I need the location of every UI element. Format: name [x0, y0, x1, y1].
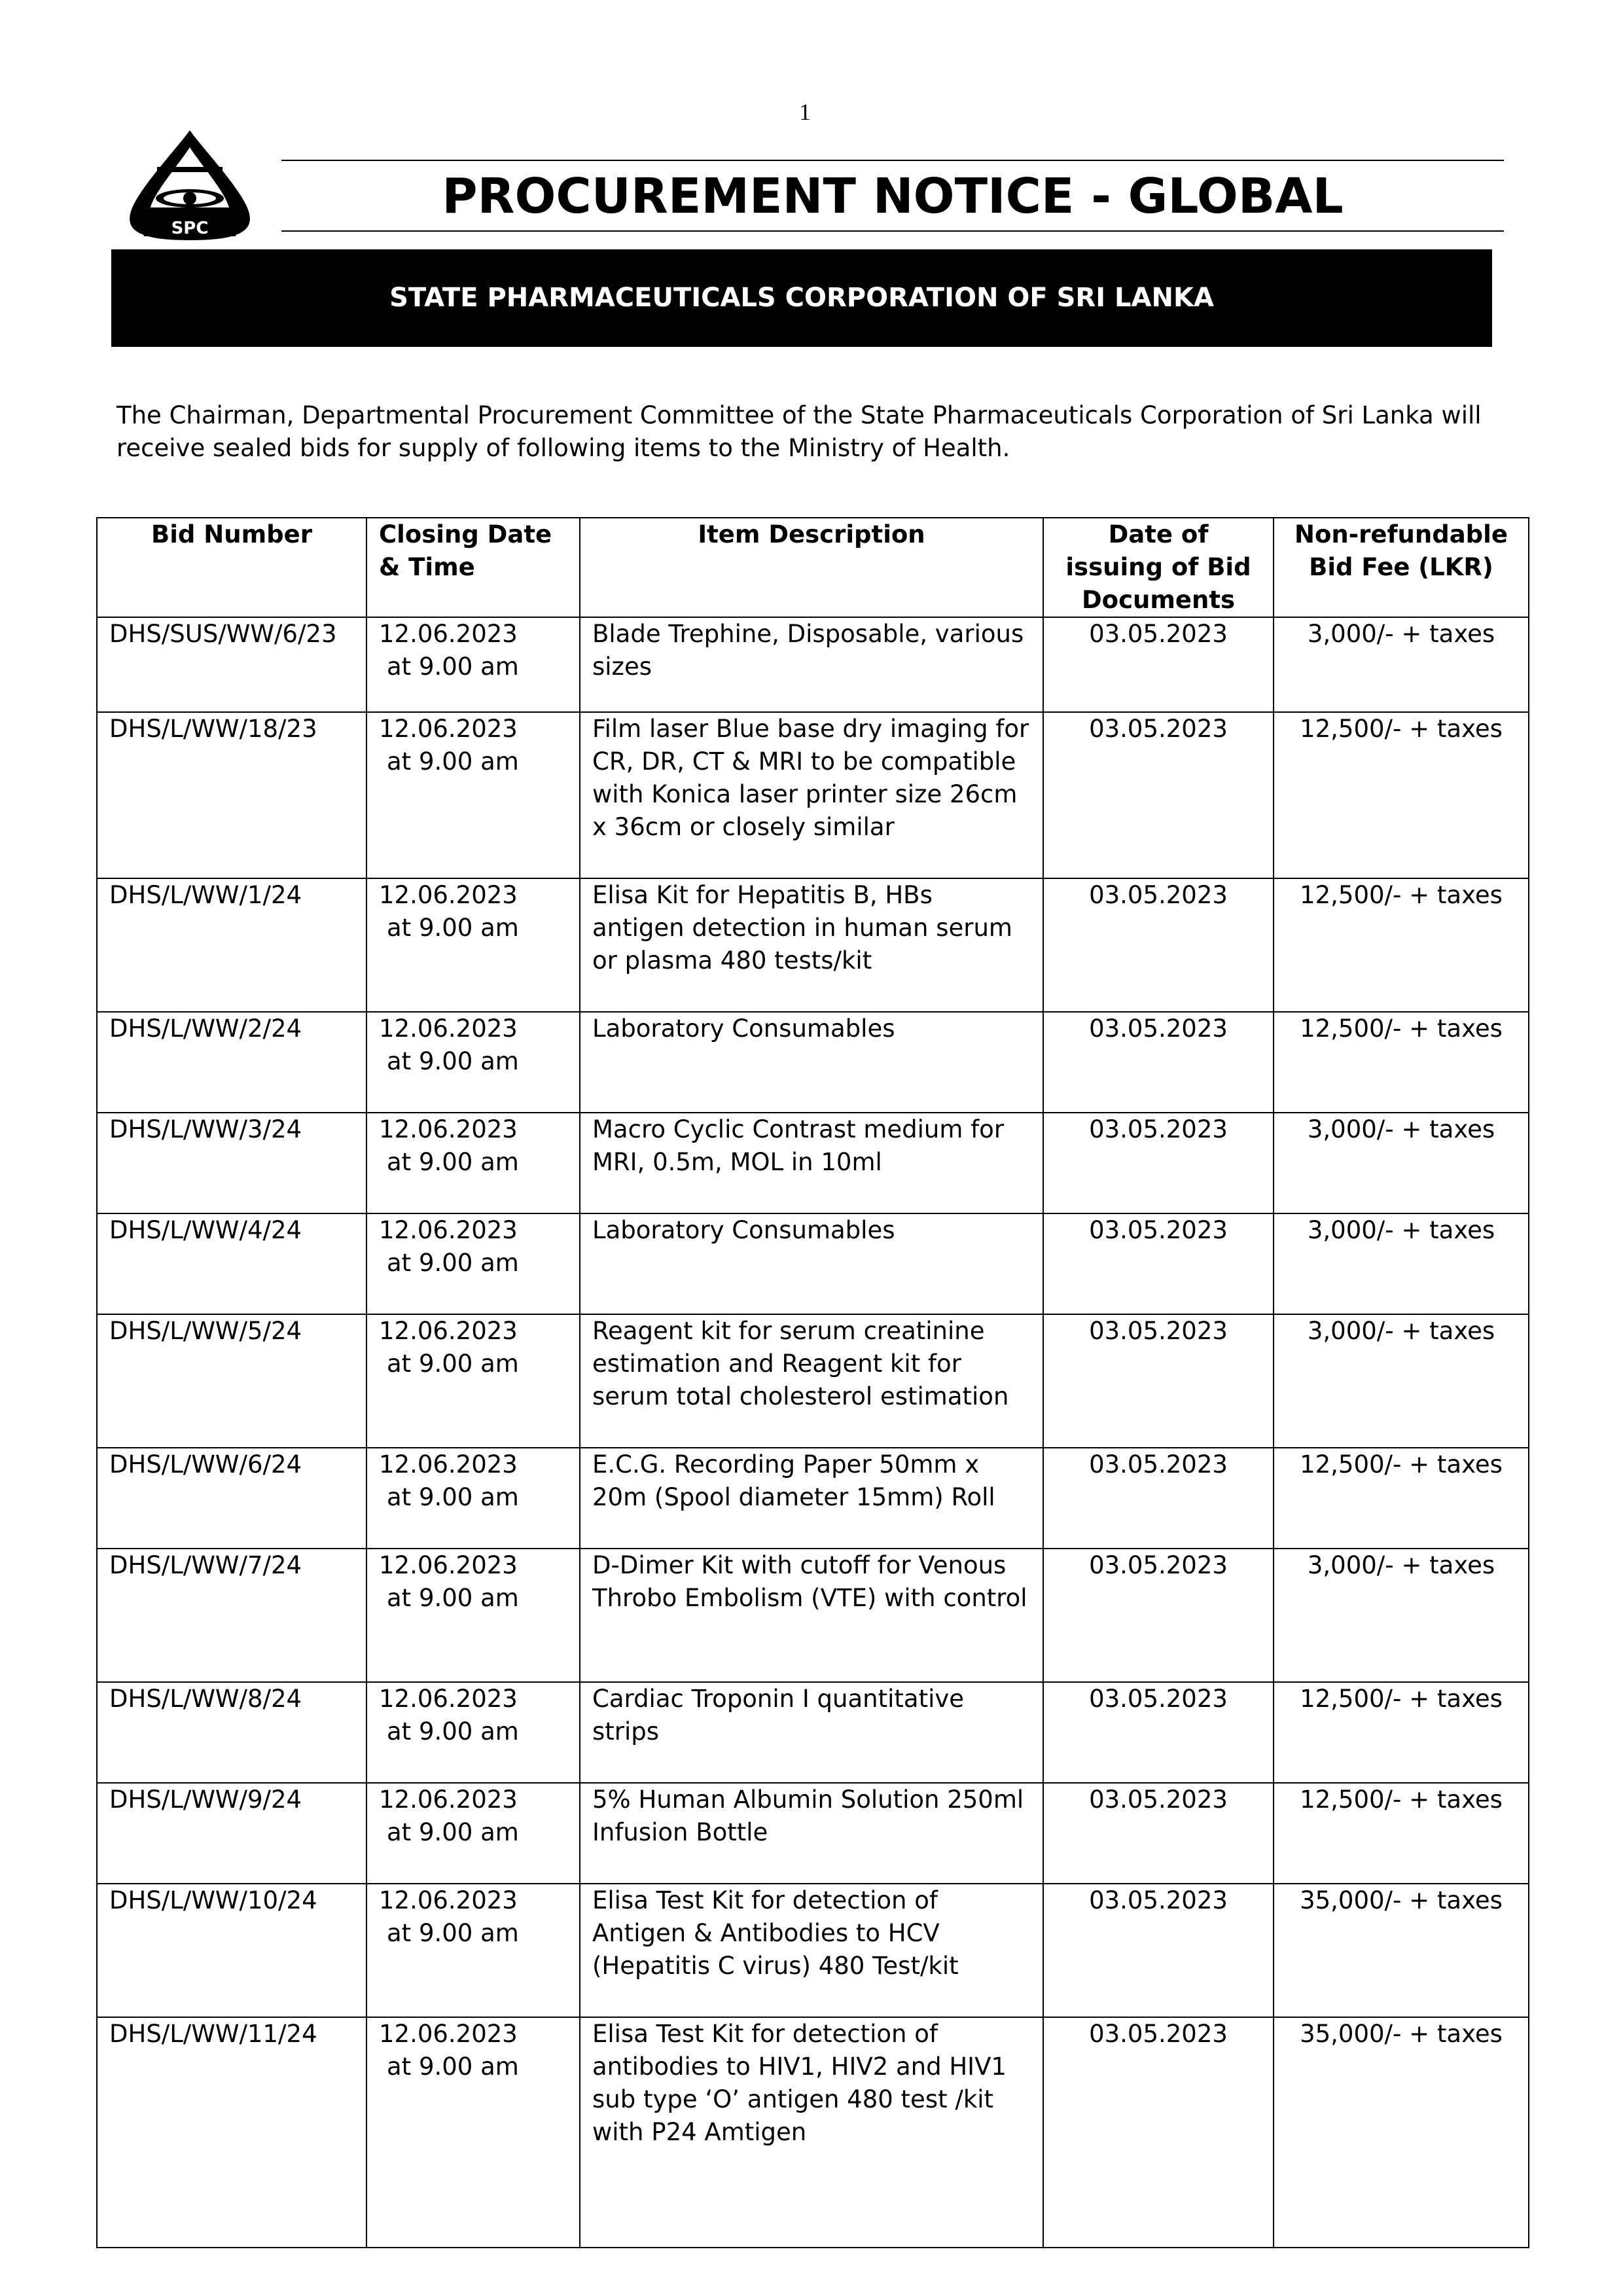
closing-time: at 9.00 am	[387, 1483, 519, 1511]
closing-date-time	[366, 1783, 580, 1884]
title-rule-top	[281, 160, 1504, 161]
item-description: Elisa Test Kit for detection of antibodies to HIV1, HIV2 and HIV1 sub type ‘O’ antigen 480 test /kit with P24 Amtigen	[580, 2017, 1043, 2248]
item-description: Laboratory Consumables	[580, 1213, 1043, 1314]
item-description: Film laser Blue base dry imaging for CR, DR, CT & MRI to be compatible with Konica laser printer size 26cm x 36cm or closely similar	[580, 712, 1043, 878]
spc-logo-icon	[118, 128, 262, 242]
closing-time: at 9.00 am	[387, 1350, 519, 1378]
closing-date-time	[366, 2017, 580, 2248]
title-rule-bottom	[281, 230, 1504, 232]
header-issue-date: Date of issuing of Bid Documents	[1043, 518, 1274, 617]
bid-number: DHS/L/WW/7/24	[97, 1549, 366, 1682]
closing-date-time	[366, 1314, 580, 1448]
closing-time: at 9.00 am	[387, 1818, 519, 1846]
bid-fee: 12,500/- + taxes	[1274, 1682, 1529, 1783]
closing-date-time	[366, 617, 580, 712]
bid-number: DHS/L/WW/18/23	[97, 712, 366, 878]
closing-date-time	[366, 1012, 580, 1113]
closing-date: 12.06.2023	[379, 1551, 518, 1579]
bid-number: DHS/L/WW/1/24	[97, 878, 366, 1012]
issue-date: 03.05.2023	[1043, 1012, 1274, 1113]
closing-date-time	[366, 1113, 580, 1213]
header-bid-number: Bid Number	[97, 518, 366, 617]
closing-date-time	[366, 1884, 580, 2017]
closing-date: 12.06.2023	[379, 881, 518, 909]
closing-date-time	[366, 1682, 580, 1783]
item-description: Elisa Kit for Hepatitis B, HBs antigen detection in human serum or plasma 480 tests/kit	[580, 878, 1043, 1012]
item-description: Elisa Test Kit for detection of Antigen & Antibodies to HCV (Hepatitis C virus) 480 Test/kit	[580, 1884, 1043, 2017]
issue-date: 03.05.2023	[1043, 2017, 1274, 2248]
closing-date: 12.06.2023	[379, 1115, 518, 1143]
closing-date-time	[366, 1213, 580, 1314]
bid-number: DHS/L/WW/2/24	[97, 1012, 366, 1113]
bid-number: DHS/L/WW/3/24	[97, 1113, 366, 1213]
issue-date: 03.05.2023	[1043, 1549, 1274, 1682]
closing-time: at 9.00 am	[387, 1249, 519, 1277]
item-description: D-Dimer Kit with cutoff for Venous Throbo Embolism (VTE) with control	[580, 1549, 1043, 1682]
table-row	[97, 1549, 1529, 1682]
closing-date: 12.06.2023	[379, 1785, 518, 1814]
table-row	[97, 617, 1529, 712]
closing-date: 12.06.2023	[379, 1886, 518, 1914]
closing-time: at 9.00 am	[387, 1919, 519, 1947]
issue-date: 03.05.2023	[1043, 1213, 1274, 1314]
issue-date: 03.05.2023	[1043, 712, 1274, 878]
closing-time: at 9.00 am	[387, 2053, 519, 2081]
closing-time: at 9.00 am	[387, 653, 519, 681]
item-description: Cardiac Troponin I quantitative strips	[580, 1682, 1043, 1783]
item-description: E.C.G. Recording Paper 50mm x 20m (Spool diameter 15mm) Roll	[580, 1448, 1043, 1549]
closing-date: 12.06.2023	[379, 620, 518, 648]
issue-date: 03.05.2023	[1043, 878, 1274, 1012]
table-row	[97, 1682, 1529, 1783]
issue-date: 03.05.2023	[1043, 1113, 1274, 1213]
item-description: Macro Cyclic Contrast medium for MRI, 0.5m, MOL in 10ml	[580, 1113, 1043, 1213]
header-closing-date: Closing Date & Time	[366, 518, 580, 617]
item-description: Blade Trephine, Disposable, various sizes	[580, 617, 1043, 712]
bid-fee: 3,000/- + taxes	[1274, 1213, 1529, 1314]
issue-date: 03.05.2023	[1043, 1682, 1274, 1783]
table-row	[97, 1012, 1529, 1113]
table-row	[97, 1314, 1529, 1448]
closing-date: 12.06.2023	[379, 1216, 518, 1244]
bid-fee: 35,000/- + taxes	[1274, 2017, 1529, 2248]
closing-date: 12.06.2023	[379, 2020, 518, 2048]
closing-time: at 9.00 am	[387, 1148, 519, 1176]
table-row	[97, 2017, 1529, 2248]
bid-fee: 12,500/- + taxes	[1274, 878, 1529, 1012]
table-row	[97, 712, 1529, 878]
issue-date: 03.05.2023	[1043, 1314, 1274, 1448]
closing-time: at 9.00 am	[387, 1717, 519, 1746]
bids-table	[96, 517, 1529, 2248]
table-row	[97, 1213, 1529, 1314]
bid-fee: 3,000/- + taxes	[1274, 617, 1529, 712]
item-description: Reagent kit for serum creatinine estimation and Reagent kit for serum total cholesterol estimation	[580, 1314, 1043, 1448]
bid-fee: 3,000/- + taxes	[1274, 1314, 1529, 1448]
bid-fee: 12,500/- + taxes	[1274, 1448, 1529, 1549]
header-bid-fee: Non-refundable Bid Fee (LKR)	[1274, 518, 1529, 617]
bid-number: DHS/L/WW/8/24	[97, 1682, 366, 1783]
bid-number: DHS/L/WW/5/24	[97, 1314, 366, 1448]
issue-date: 03.05.2023	[1043, 1448, 1274, 1549]
closing-date-time	[366, 1448, 580, 1549]
bid-number: DHS/L/WW/10/24	[97, 1884, 366, 2017]
bid-fee: 35,000/- + taxes	[1274, 1884, 1529, 2017]
closing-date: 12.06.2023	[379, 1014, 518, 1043]
bid-fee: 12,500/- + taxes	[1274, 1012, 1529, 1113]
table-row	[97, 1884, 1529, 2017]
closing-date-time	[366, 1549, 580, 1682]
bid-number: DHS/L/WW/6/24	[97, 1448, 366, 1549]
bid-number: DHS/L/WW/11/24	[97, 2017, 366, 2248]
table-row	[97, 1448, 1529, 1549]
bid-fee: 12,500/- + taxes	[1274, 1783, 1529, 1884]
item-description: 5% Human Albumin Solution 250ml Infusion Bottle	[580, 1783, 1043, 1884]
table-row	[97, 1783, 1529, 1884]
closing-date: 12.06.2023	[379, 1685, 518, 1713]
intro-paragraph: The Chairman, Departmental Procurement Committee of the State Pharmaceuticals Corporation of Sri Lanka will receive sealed bids for supply of following items to the Ministry of Health.	[116, 401, 1482, 462]
bid-number: DHS/SUS/WW/6/23	[97, 617, 366, 712]
closing-time: at 9.00 am	[387, 1584, 519, 1612]
page-title: PROCUREMENT NOTICE - GLOBAL	[442, 168, 1344, 224]
page-number: 1	[799, 99, 811, 125]
closing-date-time	[366, 878, 580, 1012]
item-description: Laboratory Consumables	[580, 1012, 1043, 1113]
bid-fee: 3,000/- + taxes	[1274, 1549, 1529, 1682]
closing-date: 12.06.2023	[379, 715, 518, 743]
table-row	[97, 1113, 1529, 1213]
closing-time: at 9.00 am	[387, 914, 519, 942]
closing-time: at 9.00 am	[387, 1047, 519, 1075]
table-header-row	[97, 518, 1529, 617]
issue-date: 03.05.2023	[1043, 1783, 1274, 1884]
logo-text: SPC	[171, 219, 209, 238]
bid-fee: 3,000/- + taxes	[1274, 1113, 1529, 1213]
organization-banner: STATE PHARMACEUTICALS CORPORATION OF SRI LANKA	[111, 249, 1492, 347]
issue-date: 03.05.2023	[1043, 1884, 1274, 2017]
closing-time: at 9.00 am	[387, 747, 519, 776]
closing-date: 12.06.2023	[379, 1450, 518, 1479]
issue-date: 03.05.2023	[1043, 617, 1274, 712]
table-row	[97, 878, 1529, 1012]
bid-fee: 12,500/- + taxes	[1274, 712, 1529, 878]
closing-date: 12.06.2023	[379, 1317, 518, 1345]
bid-number: DHS/L/WW/4/24	[97, 1213, 366, 1314]
closing-date-time	[366, 712, 580, 878]
header-item-description: Item Description	[580, 518, 1043, 617]
bid-number: DHS/L/WW/9/24	[97, 1783, 366, 1884]
